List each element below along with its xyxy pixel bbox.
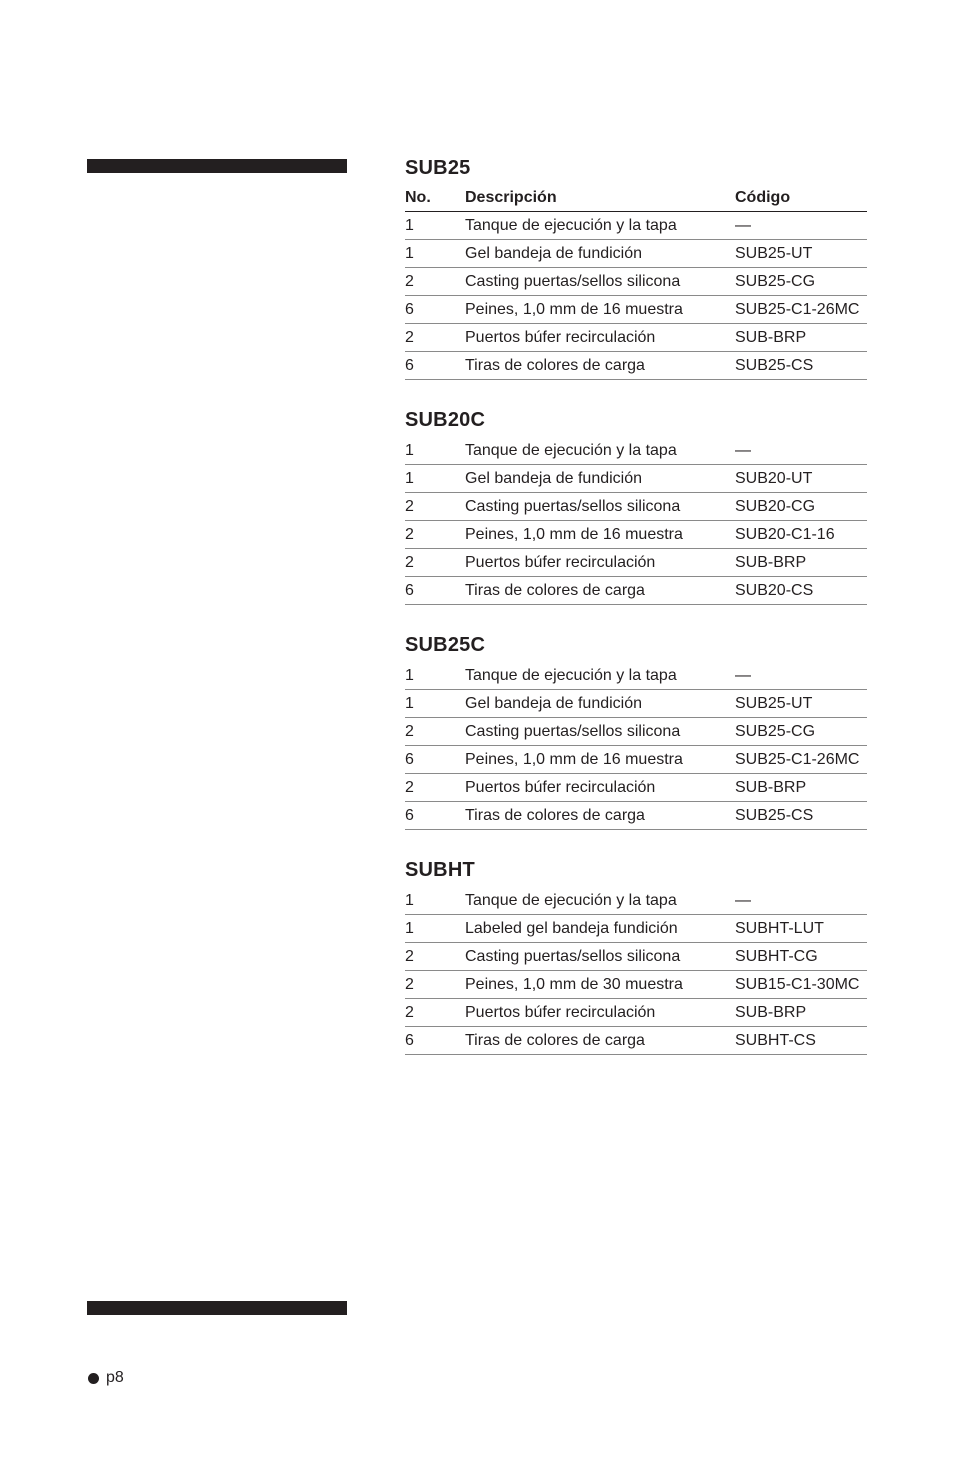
table-row [405, 774, 867, 802]
cell-code: SUB20-CG [735, 493, 867, 521]
cell-quantity: 1 [405, 915, 465, 943]
table-row [405, 802, 867, 830]
cell-quantity: 2 [405, 774, 465, 802]
cell-quantity: 2 [405, 549, 465, 577]
table-row [405, 437, 867, 465]
section-sub25c [405, 632, 867, 830]
cell-description: Peines, 1,0 mm de 16 muestra [465, 746, 735, 774]
cell-quantity: 2 [405, 521, 465, 549]
cell-description: Puertos búfer recirculación [465, 774, 735, 802]
table-row [405, 240, 867, 268]
table-header-row [405, 185, 867, 212]
page-number: p8 [106, 1369, 124, 1386]
cell-code: — [735, 212, 867, 240]
cell-code: SUB25-C1-26MC [735, 746, 867, 774]
table-row [405, 887, 867, 915]
cell-quantity: 1 [405, 662, 465, 690]
table-row [405, 521, 867, 549]
section-subht [405, 857, 867, 1055]
cell-quantity: 2 [405, 943, 465, 971]
table-row [405, 746, 867, 774]
table-row [405, 352, 867, 380]
cell-description: Puertos búfer recirculación [465, 549, 735, 577]
table-row [405, 549, 867, 577]
section-title: SUB20C [405, 409, 486, 431]
top-decorative-bar [87, 159, 347, 173]
bottom-decorative-bar [87, 1301, 347, 1315]
cell-quantity: 2 [405, 971, 465, 999]
cell-quantity: 2 [405, 999, 465, 1027]
table-row [405, 577, 867, 605]
cell-quantity: 1 [405, 437, 465, 465]
table-row [405, 690, 867, 718]
cell-description: Casting puertas/sellos silicona [465, 943, 735, 971]
cell-quantity: 2 [405, 324, 465, 352]
column-header-no: No. [405, 185, 465, 212]
cell-description: Labeled gel bandeja fundición [465, 915, 735, 943]
cell-code: SUB25-C1-26MC [735, 296, 867, 324]
cell-quantity: 1 [405, 690, 465, 718]
cell-description: Tanque de ejecución y la tapa [465, 662, 735, 690]
cell-code: SUB20-C1-16 [735, 521, 867, 549]
parts-list [405, 155, 867, 1055]
cell-description: Gel bandeja de fundición [465, 690, 735, 718]
cell-code: SUBHT-LUT [735, 915, 867, 943]
cell-quantity: 6 [405, 746, 465, 774]
cell-description: Tiras de colores de carga [465, 802, 735, 830]
section-title: SUBHT [405, 859, 475, 881]
section-title: SUB25C [405, 634, 486, 656]
table-row [405, 1027, 867, 1055]
page-footer [88, 1367, 124, 1389]
parts-table [405, 437, 867, 605]
section-sub20c [405, 407, 867, 605]
table-row [405, 943, 867, 971]
table-row [405, 324, 867, 352]
section-title: SUB25 [405, 157, 471, 179]
cell-description: Puertos búfer recirculación [465, 999, 735, 1027]
table-row [405, 971, 867, 999]
cell-description: Tiras de colores de carga [465, 577, 735, 605]
cell-quantity: 2 [405, 493, 465, 521]
cell-description: Casting puertas/sellos silicona [465, 268, 735, 296]
cell-quantity: 6 [405, 296, 465, 324]
cell-description: Tiras de colores de carga [465, 1027, 735, 1055]
table-row [405, 268, 867, 296]
cell-description: Gel bandeja de fundición [465, 465, 735, 493]
cell-code: SUB25-CG [735, 718, 867, 746]
cell-code: SUBHT-CS [735, 1027, 867, 1055]
cell-code: SUB25-UT [735, 240, 867, 268]
cell-description: Tanque de ejecución y la tapa [465, 212, 735, 240]
column-header-description: Descripción [465, 185, 735, 212]
table-row [405, 662, 867, 690]
cell-code: — [735, 437, 867, 465]
cell-code: — [735, 662, 867, 690]
cell-description: Peines, 1,0 mm de 30 muestra [465, 971, 735, 999]
cell-code: SUB-BRP [735, 324, 867, 352]
cell-code: SUB25-CS [735, 802, 867, 830]
bullet-icon [88, 1373, 99, 1384]
cell-code: — [735, 887, 867, 915]
cell-description: Casting puertas/sellos silicona [465, 718, 735, 746]
cell-description: Tiras de colores de carga [465, 352, 735, 380]
cell-description: Peines, 1,0 mm de 16 muestra [465, 521, 735, 549]
cell-code: SUBHT-CG [735, 943, 867, 971]
section-sub25 [405, 155, 867, 380]
parts-table [405, 185, 867, 380]
cell-code: SUB-BRP [735, 549, 867, 577]
cell-code: SUB20-UT [735, 465, 867, 493]
cell-code: SUB25-CS [735, 352, 867, 380]
cell-description: Tanque de ejecución y la tapa [465, 887, 735, 915]
cell-code: SUB-BRP [735, 774, 867, 802]
cell-code: SUB-BRP [735, 999, 867, 1027]
cell-quantity: 6 [405, 577, 465, 605]
cell-quantity: 6 [405, 1027, 465, 1055]
column-header-code: Código [735, 185, 867, 212]
table-row [405, 493, 867, 521]
cell-description: Casting puertas/sellos silicona [465, 493, 735, 521]
cell-code: SUB25-CG [735, 268, 867, 296]
cell-quantity: 6 [405, 802, 465, 830]
cell-quantity: 2 [405, 718, 465, 746]
cell-quantity: 6 [405, 352, 465, 380]
table-row [405, 296, 867, 324]
cell-quantity: 2 [405, 268, 465, 296]
cell-description: Gel bandeja de fundición [465, 240, 735, 268]
cell-quantity: 1 [405, 240, 465, 268]
table-row [405, 718, 867, 746]
cell-description: Peines, 1,0 mm de 16 muestra [465, 296, 735, 324]
cell-code: SUB15-C1-30MC [735, 971, 867, 999]
parts-table [405, 887, 867, 1055]
cell-code: SUB20-CS [735, 577, 867, 605]
cell-quantity: 1 [405, 465, 465, 493]
cell-description: Puertos búfer recirculación [465, 324, 735, 352]
table-row [405, 212, 867, 240]
table-row [405, 465, 867, 493]
cell-quantity: 1 [405, 887, 465, 915]
cell-quantity: 1 [405, 212, 465, 240]
parts-table [405, 662, 867, 830]
cell-code: SUB25-UT [735, 690, 867, 718]
table-row [405, 915, 867, 943]
cell-description: Tanque de ejecución y la tapa [465, 437, 735, 465]
table-row [405, 999, 867, 1027]
